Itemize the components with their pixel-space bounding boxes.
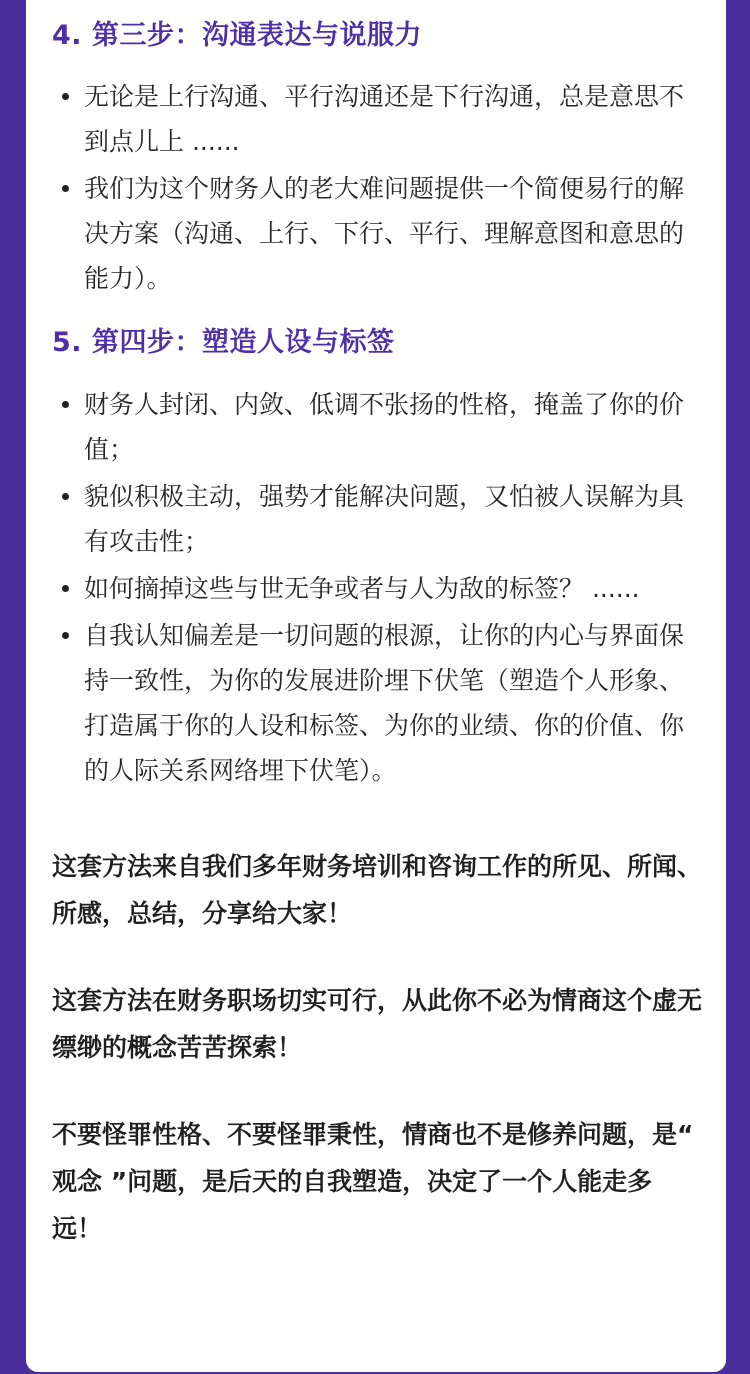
list-item: 如何摘掉这些与世无争或者与人为敌的标签？ ......: [52, 566, 726, 611]
list-item: 无论是上行沟通、平行沟通还是下行沟通，总是意思不到点儿上 ......: [52, 74, 726, 164]
closing-paragraph-2: 这套方法在财务职场切实可行，从此你不必为情商这个虚无缥缈的概念苦苦探索！: [52, 985, 703, 1062]
section-5-title: 5. 第四步：塑造人设与标签: [52, 327, 395, 359]
closing-paragraph-1: 这套方法来自我们多年财务培训和咨询工作的所见、所闻、所感，总结，分享给大家！: [52, 851, 703, 928]
list-item: 自我认知偏差是一切问题的根源，让你的内心与界面保持一致性，为你的发展进阶埋下伏笔（塑造个人形象、打造属于你的人设和标签、为你的业绩、你的价值、你的人际关系网络埋下伏笔）。: [52, 613, 726, 793]
section-5-list: [52, 382, 726, 793]
list-item: 我们为这个财务人的老大难问题提供一个简便易行的解决方案（沟通、上行、下行、平行、理解意图和意思的能力）。: [52, 166, 726, 301]
section-4-title: 4. 第三步：沟通表达与说服力: [52, 20, 422, 51]
content-card: [26, 0, 726, 1372]
list-item: 貌似积极主动，强势才能解决问题，又怕被人误解为具有攻击性；: [52, 474, 726, 564]
list-item: 财务人封闭、内敛、低调不张扬的性格，掩盖了你的价值；: [52, 382, 726, 472]
closing-paragraph-3: 不要怪罪性格、不要怪罪秉性，情商也不是修养问题，是“ 观念 ”问题，是后天的自我塑造，决定了一个人能走多远！: [52, 1119, 694, 1243]
section-4-list: [52, 74, 726, 301]
